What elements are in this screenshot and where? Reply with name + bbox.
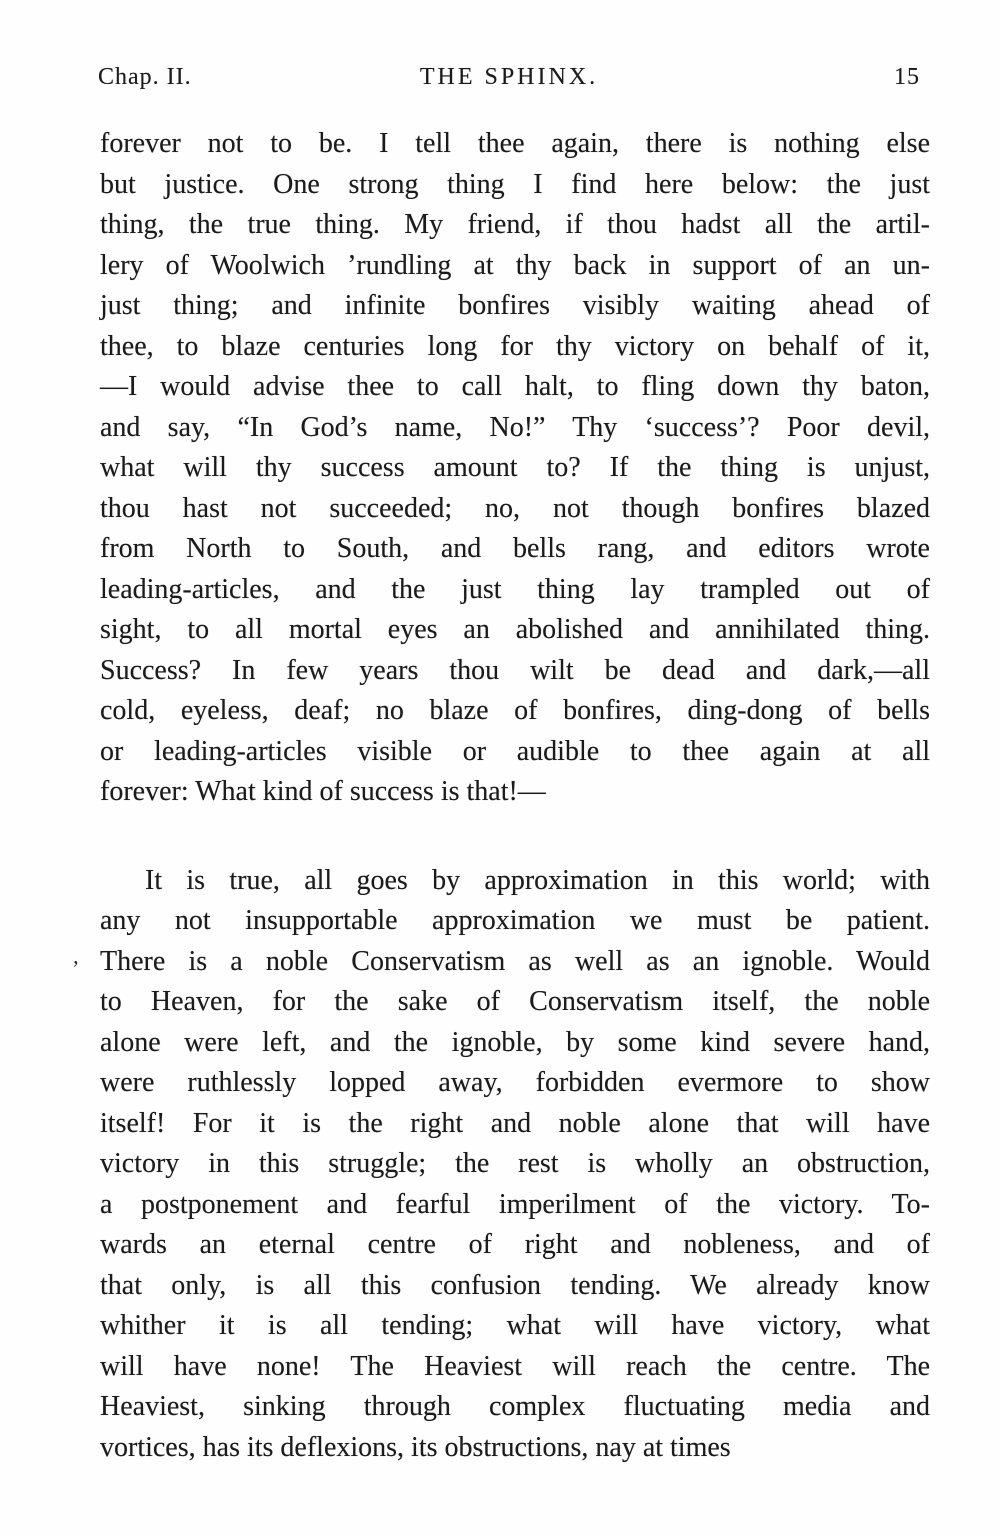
text-line: or leading-articles visible or audible to thee again at all [100, 735, 930, 767]
text-line: leading-articles, and the just thing lay trampled out of [100, 573, 930, 605]
text-line: thee, to blaze centuries long for thy victory on behalf of it, [100, 330, 930, 362]
paragraph-2 [100, 861, 930, 1469]
text-line: It is true, all goes by approximation in this world; with [145, 864, 930, 896]
text-line: any not insupportable approximation we must be patient. [100, 905, 930, 936]
text-line: forever not to be. I tell thee again, there is nothing else [100, 128, 930, 159]
text-line: and say, “In God’s name, No!” Thy ‘success’? Poor devil, [100, 411, 930, 443]
chapter-label: Chap. II. [98, 64, 192, 90]
text-line: itself! For it is the right and noble alone that will have [100, 1107, 930, 1139]
margin-ink-mark: ʼ [72, 956, 80, 981]
text-line: sight, to all mortal eyes an abolished and annihilated thing. [100, 614, 930, 645]
text-line: will have none! The Heaviest will reach the centre. The [100, 1350, 930, 1382]
text-line: forever: What kind of success is that!— [100, 776, 546, 807]
text-line: victory in this struggle; the rest is wholly an obstruction, [100, 1148, 930, 1179]
text-line: were ruthlessly lopped away, forbidden evermore to show [100, 1067, 930, 1098]
text-line: that only, is all this confusion tending. We already know [100, 1269, 930, 1301]
text-line: but justice. One strong thing I find here below: the just [100, 168, 930, 200]
text-line: lery of Woolwich ’rundling at thy back in support of an un- [100, 249, 930, 281]
page-title: THE SPHINX. [419, 64, 599, 90]
text-line: cold, eyeless, deaf; no blaze of bonfires, ding-dong of bells [100, 695, 930, 726]
text-line: whither it is all tending; what will have victory, what [100, 1310, 930, 1341]
paragraph-1 [100, 124, 930, 813]
text-line: vortices, has its deflexions, its obstructions, nay at times [100, 1431, 731, 1463]
text-line: wards an eternal centre of right and nobleness, and of [100, 1229, 930, 1260]
text-line: thou hast not succeeded; no, not though bonfires blazed [100, 492, 930, 524]
text-line: to Heaven, for the sake of Conservatism itself, the noble [100, 986, 930, 1017]
text-line: just thing; and infinite bonfires visibly waiting ahead of [100, 290, 930, 321]
text-line: —I would advise thee to call halt, to fling down thy baton, [100, 371, 930, 402]
text-line: a postponement and fearful imperilment of the victory. To- [100, 1188, 930, 1220]
text-line: thing, the true thing. My friend, if thou hadst all the artil- [100, 209, 930, 240]
page-body [100, 124, 930, 1468]
text-line: what will thy success amount to? If the thing is unjust, [100, 452, 930, 483]
running-header [98, 64, 920, 91]
text-line: alone were left, and the ignoble, by some kind severe hand, [100, 1026, 930, 1058]
text-line: There is a noble Conservatism as well as an ignoble. Would [100, 945, 930, 977]
text-line: Success? In few years thou wilt be dead and dark,—all [100, 654, 930, 686]
page-number: 15 [894, 64, 920, 90]
text-line: Heaviest, sinking through complex fluctuating media and [100, 1391, 930, 1422]
text-line: from North to South, and bells rang, and editors wrote [100, 533, 930, 564]
